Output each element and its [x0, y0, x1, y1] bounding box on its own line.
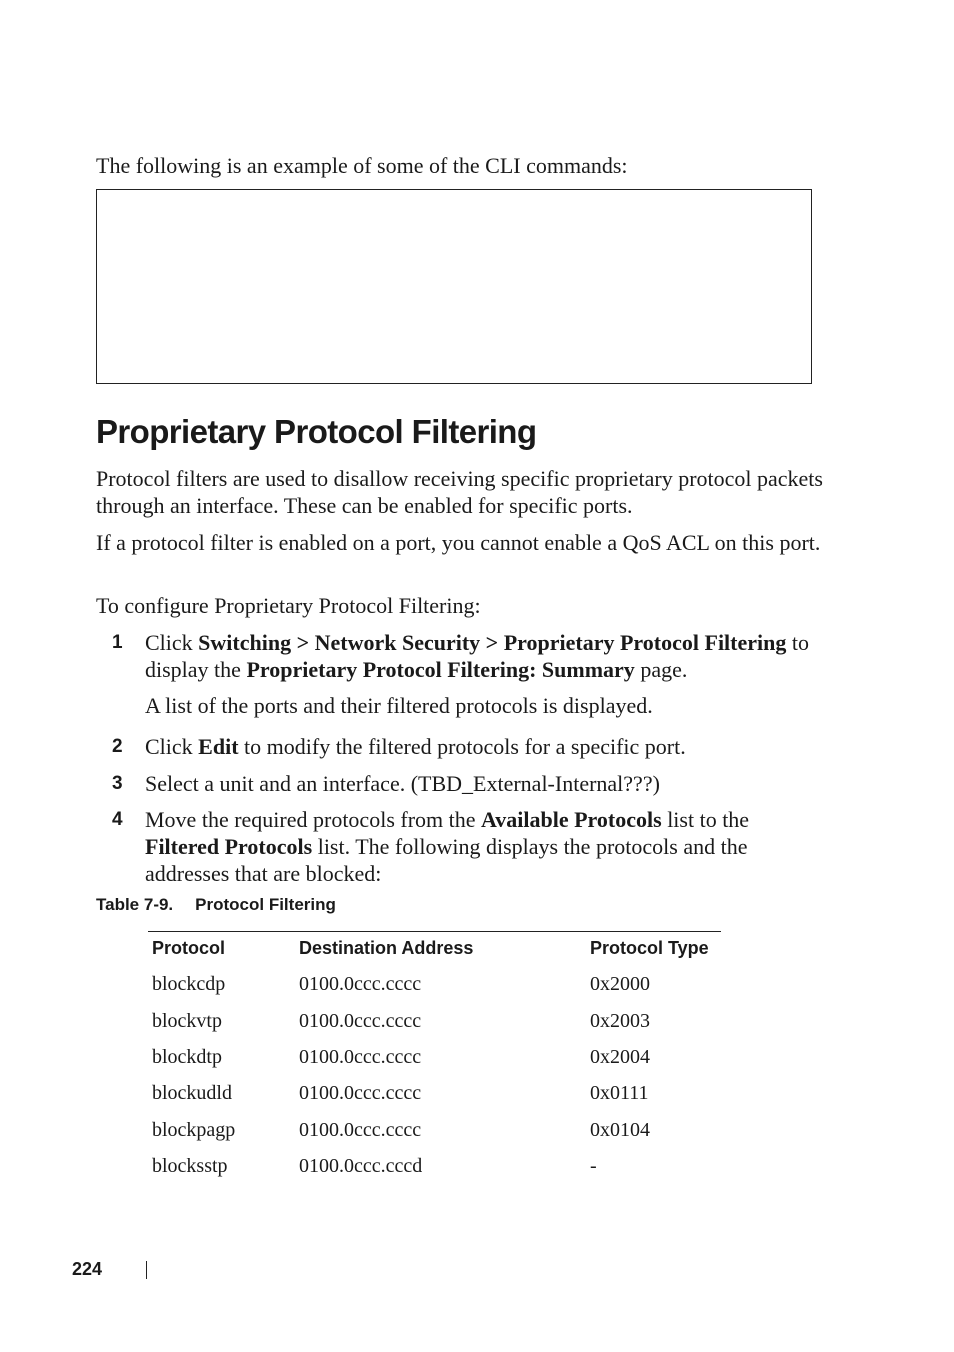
step-number: 1 — [112, 632, 123, 653]
step-number: 4 — [112, 809, 123, 830]
step-2-text — [145, 733, 825, 760]
table-cell: 0x2004 — [590, 1046, 650, 1068]
step-text: list to the — [661, 807, 750, 832]
paragraph-qos-acl-note: If a protocol filter is enabled on a port, you cannot enable a QoS ACL on this port. — [96, 530, 821, 555]
table-cell: 0100.0ccc.cccd — [299, 1155, 423, 1177]
filtered-protocols-label: Filtered Protocols — [145, 834, 313, 859]
table-header-destination-address: Destination Address — [299, 938, 474, 958]
table-number: Table 7-9. — [96, 895, 174, 914]
table-cell: blockdtp — [152, 1046, 222, 1068]
step-number: 2 — [112, 736, 123, 757]
table-cell: 0100.0ccc.cccc — [299, 1046, 422, 1068]
table-cell: - — [590, 1155, 597, 1177]
step-text: to modify the filtered protocols for a specific port. — [238, 734, 686, 759]
step-3-text: Select a unit and an interface. (TBD_External-Internal???) — [145, 771, 660, 796]
table-cell: 0100.0ccc.cccc — [299, 1082, 422, 1104]
page-name: Proprietary Protocol Filtering: Summary — [246, 657, 635, 682]
table-cell: blockvtp — [152, 1010, 222, 1032]
table-top-rule — [148, 931, 721, 932]
table-cell: 0100.0ccc.cccc — [299, 973, 422, 995]
section-heading: Proprietary Protocol Filtering — [96, 413, 537, 450]
table-cell: 0x0111 — [590, 1082, 649, 1104]
table-cell: blocksstp — [152, 1155, 228, 1177]
page-number: 224 — [72, 1259, 103, 1279]
step-text: display the — [145, 657, 247, 682]
paragraph-protocol-filters: Protocol filters are used to disallow receiving specific proprietary protocol packets through an interface. These can be enabled for specific ports. — [96, 466, 823, 518]
table-cell: 0x2000 — [590, 973, 650, 995]
table-title: Protocol Filtering — [195, 895, 336, 914]
menu-path: Switching > Network Security > Proprietary Protocol Filtering — [198, 630, 787, 655]
table-cell: blockcdp — [152, 973, 226, 995]
step-number: 3 — [112, 773, 123, 794]
table-cell: 0100.0ccc.cccc — [299, 1119, 422, 1141]
step-text: Click — [145, 734, 199, 759]
table-cell: blockpagp — [152, 1119, 236, 1141]
table-cell: blockudld — [152, 1082, 232, 1104]
table-caption — [96, 893, 336, 917]
table-cell: 0x2003 — [590, 1010, 650, 1032]
step-1-line-2 — [145, 656, 825, 683]
step-text: Move the required protocols from the — [145, 807, 482, 832]
step-text: list. The following displays the protocols and the addresses that are blocked: — [145, 834, 748, 886]
step-4-text — [145, 806, 770, 887]
step-text: page. — [634, 657, 688, 682]
cli-example-box — [96, 189, 812, 384]
table-header-protocol: Protocol — [152, 938, 226, 958]
step-text: Click — [145, 630, 199, 655]
table-cell: 0x0104 — [590, 1119, 650, 1141]
table-cell: 0100.0ccc.cccc — [299, 1010, 422, 1032]
paragraph-configure-intro: To configure Proprietary Protocol Filtering: — [96, 593, 481, 618]
footer-divider — [146, 1261, 147, 1279]
table-header-protocol-type: Protocol Type — [590, 938, 709, 958]
available-protocols-label: Available Protocols — [481, 807, 662, 832]
intro-text: The following is an example of some of the CLI commands: — [96, 153, 628, 178]
step-1-line-1 — [145, 629, 825, 656]
edit-label: Edit — [198, 734, 239, 759]
step-text: to — [786, 630, 809, 655]
step-1-note: A list of the ports and their filtered protocols is displayed. — [145, 693, 653, 718]
